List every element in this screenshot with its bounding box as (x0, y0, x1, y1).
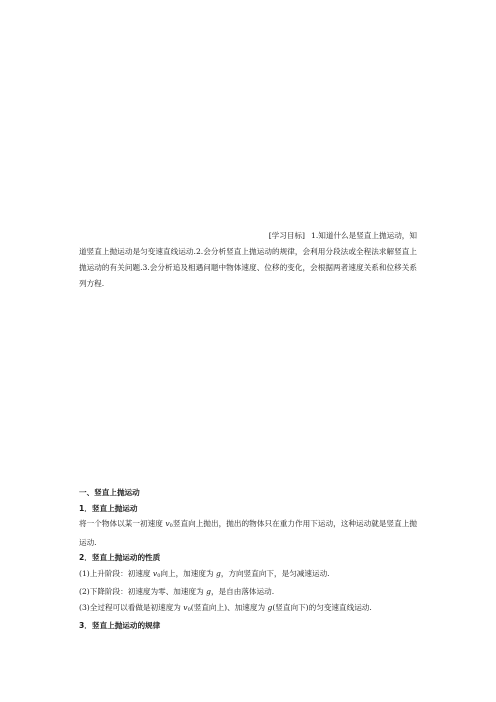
nature-item-descent (79, 584, 417, 600)
definition-paragraph (79, 516, 417, 550)
descent-text-a: (2)下降阶段：初速度为零、加速度为 (79, 587, 207, 596)
gravity-symbol: g (206, 587, 211, 596)
gravity-symbol: g (267, 602, 273, 612)
subsection-heading-nature: 2．竖直上抛运动的性质 (79, 553, 161, 562)
definition-text-b: 竖直向上抛出，抛出的物体只在重力作用下运动，这种运动就是竖直上抛运动. (79, 519, 417, 547)
nature-item-whole (79, 600, 417, 619)
velocity-subscript: 0 (157, 572, 161, 579)
ascent-text-b: 向上，加速度为 (160, 568, 216, 578)
subsection-heading-rules: 3．竖直上抛运动的规律 (79, 621, 161, 630)
velocity-symbol: v (152, 568, 158, 578)
velocity-symbol: v (165, 519, 170, 528)
section-vertical-throw (79, 485, 417, 634)
whole-text-b: (竖直向上)、加速度为 (190, 602, 268, 612)
velocity-subscript: 0 (187, 606, 191, 613)
learning-goals-text: 道竖直上抛运动是匀变速直线运动.2.会分析竖直上抛运动的规律，会利用分段法或全程法求解竖直上抛运动的有关问题.3.会分析追及相遇问题中物体速度、位移的变化，会根据两者速度关系和位移关系列方程. (79, 247, 417, 288)
descent-text-b: ，是自由落体运动. (210, 587, 275, 596)
gravity-symbol: g (215, 568, 221, 578)
definition-text-a: 将一个物体以某一初速度 (79, 519, 166, 528)
learning-goals (79, 228, 417, 292)
whole-text-a: (3)全过程可以看做是初速度为 (79, 602, 184, 612)
learning-goals-tag: [学习目标] (268, 231, 306, 240)
velocity-subscript: 0 (169, 523, 173, 529)
whole-text-c: (竖直向下)的匀变速直线运动. (272, 602, 372, 612)
subsection-heading-definition: 1．竖直上抛运动 (79, 503, 138, 513)
ascent-text-c: ，方向竖直向下，是匀减速运动. (220, 568, 330, 578)
ascent-text-a: (1)上升阶段：初速度 (79, 568, 153, 578)
velocity-symbol: v (183, 602, 188, 612)
nature-item-ascent (79, 566, 417, 585)
learning-goals-first-line (79, 228, 417, 244)
section-heading: 一、竖直上抛运动 (79, 488, 140, 497)
learning-goals-line1: 1.知道什么是竖直上抛运动，知 (311, 231, 417, 240)
